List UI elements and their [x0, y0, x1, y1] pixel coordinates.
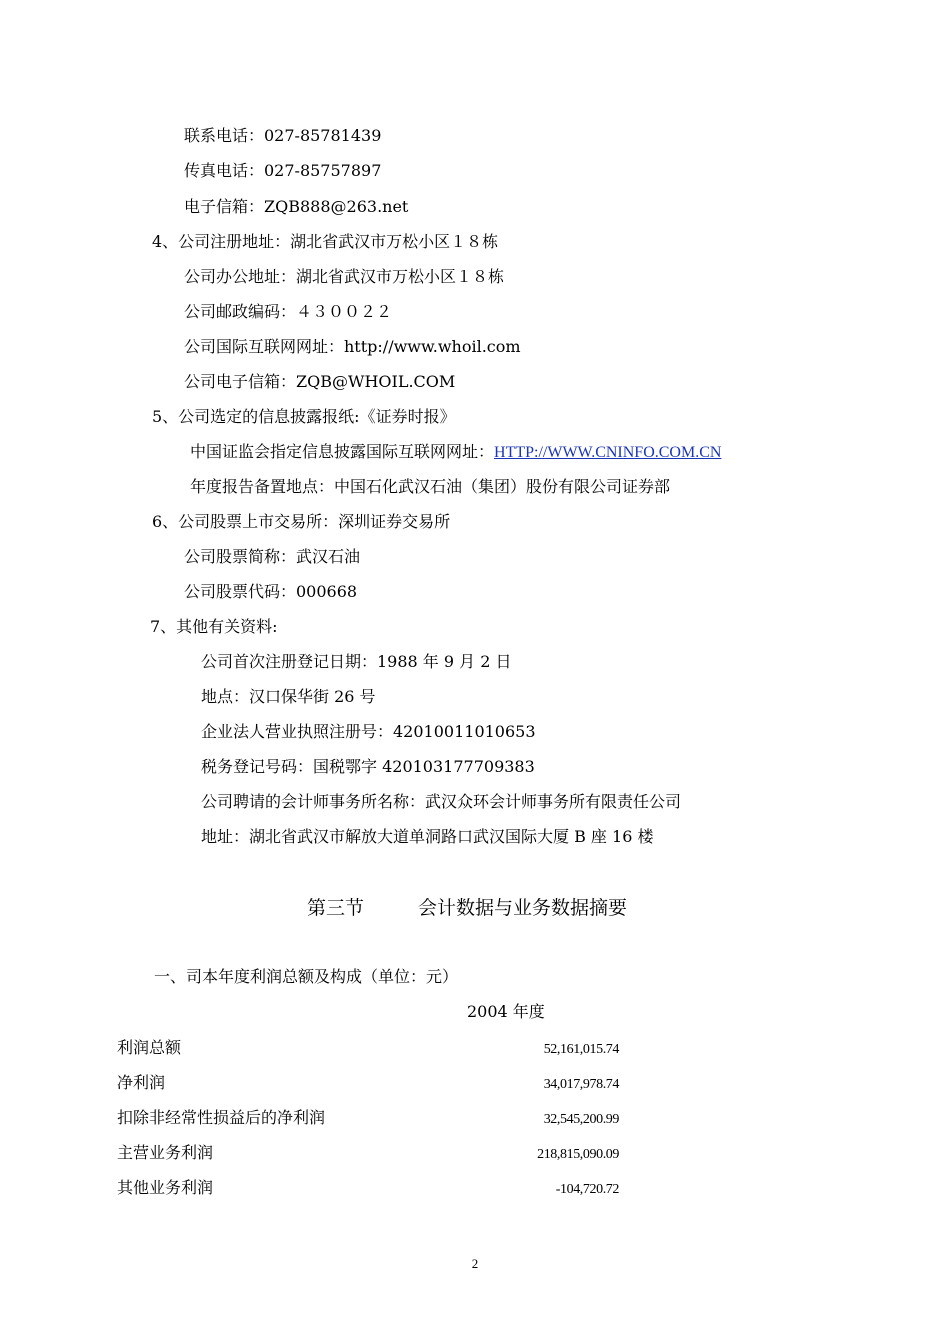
registration-location: 地点：汉口保华街 26 号	[201, 687, 376, 706]
row-value: 34,017,978.74	[543, 1077, 619, 1092]
page-number: 2	[471, 1256, 479, 1271]
contact-email: 电子信箱：ZQB888@263.net	[184, 197, 409, 216]
registered-address: 4、公司注册地址：湖北省武汉市万松小区１８栋	[152, 232, 499, 251]
year-header: 2004 年度	[467, 1002, 545, 1021]
contact-phone: 联系电话：027-85781439	[184, 126, 382, 145]
row-value: -104,720.72	[555, 1182, 619, 1197]
row-label: 主营业务利润	[117, 1143, 214, 1162]
section-number: 第三节	[307, 897, 365, 919]
csrc-website-link[interactable]: HTTP://WWW.CNINFO.COM.CN	[494, 444, 722, 461]
first-registration-date: 公司首次注册登记日期：1988 年 9 月 2 日	[201, 652, 512, 671]
section-title: 会计数据与业务数据摘要	[418, 897, 628, 919]
accounting-firm-address: 地址：湖北省武汉市解放大道单洞路口武汉国际大厦 B 座 16 楼	[201, 827, 654, 846]
row-value: 52,161,015.74	[543, 1042, 619, 1057]
row-label: 扣除非经常性损益后的净利润	[117, 1108, 326, 1127]
accounting-firm: 公司聘请的会计师事务所名称：武汉众环会计师事务所有限责任公司	[201, 792, 682, 811]
tax-registration-number: 税务登记号码：国税鄂字 420103177709383	[201, 757, 535, 776]
postcode: 公司邮政编码：４３００２２	[184, 302, 393, 321]
row-value: 32,545,200.99	[543, 1112, 619, 1127]
row-label: 利润总额	[117, 1038, 182, 1057]
company-email: 公司电子信箱：ZQB@WHOIL.COM	[184, 372, 456, 391]
profit-heading: 一、司本年度利润总额及构成（单位：元）	[154, 967, 459, 986]
row-label: 净利润	[117, 1073, 166, 1092]
csrc-website-label: 中国证监会指定信息披露国际互联网网址：	[190, 442, 495, 461]
row-value: 218,815,090.09	[537, 1147, 619, 1162]
contact-fax: 传真电话：027-85757897	[184, 161, 382, 180]
stock-code: 公司股票代码：000668	[184, 582, 358, 601]
report-location: 年度报告备置地点：中国石化武汉石油（集团）股份有限公司证券部	[190, 477, 671, 496]
other-info-heading: 7、其他有关资料:	[150, 617, 278, 636]
csrc-website-line	[190, 442, 721, 463]
office-address: 公司办公地址：湖北省武汉市万松小区１８栋	[184, 267, 505, 286]
stock-short-name: 公司股票简称：武汉石油	[184, 547, 361, 566]
business-license-number: 企业法人营业执照注册号：42010011010653	[201, 722, 536, 741]
row-label: 其他业务利润	[117, 1178, 214, 1197]
stock-exchange: 6、公司股票上市交易所：深圳证券交易所	[152, 512, 451, 531]
disclosure-newspaper: 5、公司选定的信息披露报纸:《证券时报》	[152, 407, 456, 426]
company-website: 公司国际互联网网址：http://www.whoil.com	[184, 337, 521, 356]
